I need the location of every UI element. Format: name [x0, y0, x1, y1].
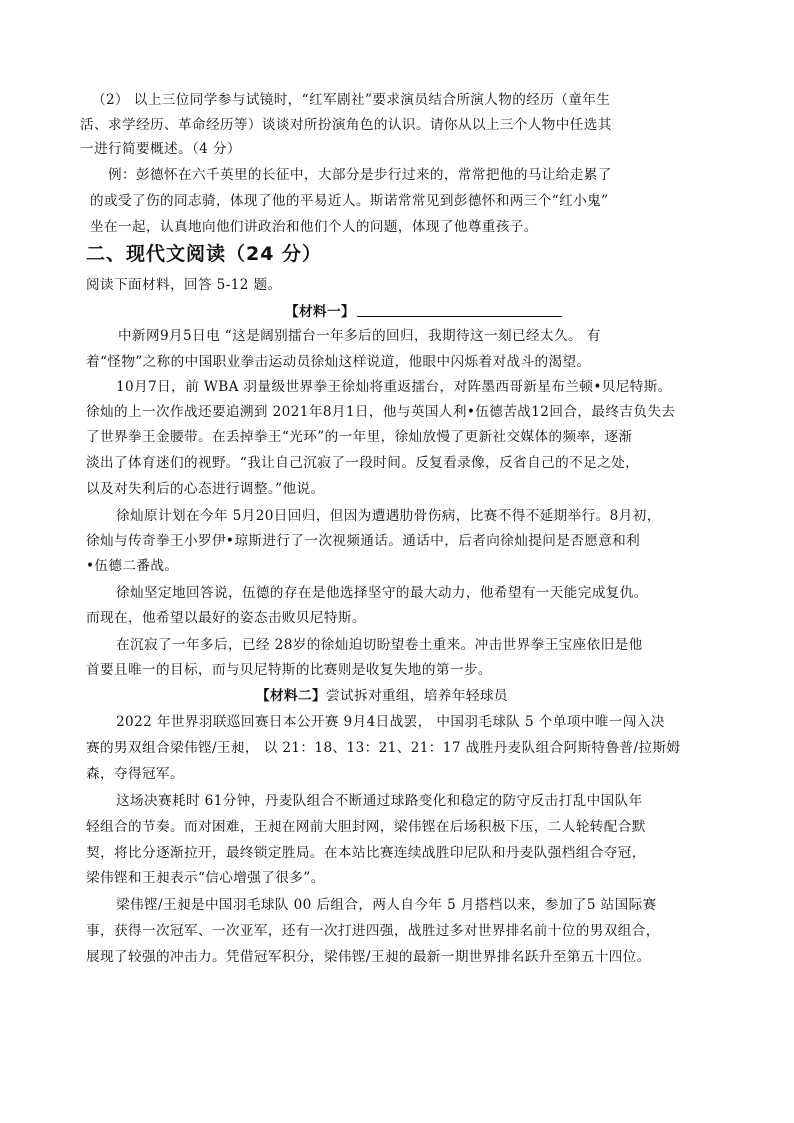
- question2-line-3: 一进行简要概述。（4 分）: [80, 141, 241, 157]
- material1-line-1: 中新网9月5日电 “这是阔别擂台一年多后的回归，我期待这一刻已经太久。 有: [118, 328, 601, 344]
- material2-line-5: 轻组合的节奏。而对困难，王昶在网前大胆封网，梁伟铿在后场积极下压，二人轮转配合默: [86, 819, 646, 835]
- material2-line-2: 赛的男双组合梁伟铿/王昶， 以 21：18、13：21、21：17 战胜丹麦队组合阿斯特鲁普/拉斯姆: [86, 740, 681, 756]
- material1-line-14: 首要且唯一的目标，而与贝尼特斯的比赛则是收复失地的第一步。: [86, 662, 492, 678]
- section-title: 二、现代文阅读（24 分）: [86, 243, 323, 265]
- material1-line-13: 在沉寂了一年多后，已经 28岁的徐灿迫切盼望卷土重来。冲击世界拳王宝座依旧是他: [116, 637, 643, 653]
- material1-line-8: 徐灿原计划在今年 5月20日回归，但因为遭遇肋骨伤病，比赛不得不延期举行。8月初，: [116, 508, 661, 524]
- material2-line-3: 森，夺得冠军。: [86, 766, 184, 782]
- material1-heading: [285, 302, 562, 321]
- material2-line-6: 契，将比分逐渐拉开，最终锁定胜局。在本站比赛连续战胜印尼队和丹麦队强档组合夺冠，: [86, 845, 646, 861]
- material1-line-4: 徐灿的上一次作战还要追溯到 2021年8月1日，他与英国人利•伍德苦战12回合，最终吉负失去: [86, 404, 676, 420]
- material1-line-11: 徐灿坚定地回答说，伍德的存在是他选择坚守的最大动力，他希望有一天能完成复仇。: [116, 585, 648, 601]
- material2-line-4: 这场决赛耗时 61分钟，丹麦队组合不断通过球路变化和稳定的防守反击打乱中国队年: [116, 793, 643, 809]
- example-line-3: 坐在一起，认真地向他们讲政治和他们个人的问题，体现了他尊重孩子。: [90, 219, 538, 235]
- material2-heading: [256, 687, 508, 705]
- material1-line-12: 而现在，他希望以最好的姿态击败贝尼特斯。: [86, 610, 366, 626]
- material2-label: 【材料二】: [256, 688, 326, 704]
- material2-line-7: 梁伟铿和王昶表示“信心增强了很多”。: [86, 870, 325, 886]
- example-line-1: 例：彭德怀在六千英里的长征中，大部分是步行过来的，常常把他的马让给走累了: [108, 167, 612, 183]
- material1-line-3: 10月7日，前 WBA 羽量级世界拳王徐灿将重返擂台，对阵墨西哥新星布兰顿•贝尼特斯。: [116, 379, 672, 395]
- material1-line-6: 淡出了体育迷们的视野。“我让自己沉寂了一段时间。反复看录像，反省自己的不足之处，: [86, 455, 640, 471]
- material1-line-5: 了世界拳王金腰带。在丢掉拳王“光环”的一年里，徐灿放慢了更新社交媒体的频率，逐渐: [86, 429, 633, 445]
- material1-line-10: •伍德二番战。: [86, 558, 179, 574]
- material2-line-1: 2022 年世界羽联巡回赛日本公开赛 9月4日战罢， 中国羽毛球队 5 个单项中唯一闯入决: [116, 714, 665, 730]
- material1-label: 【材料一】: [285, 304, 355, 320]
- material2-line-8: 梁伟铿/王昶是中国羽毛球队 00 后组合，两人自今年 5 月搭档以来，参加了5 站国际赛: [116, 897, 657, 913]
- material1-line-7: 以及对失利后的心态进行调整。”他说。: [86, 481, 325, 497]
- title-blank: [357, 302, 562, 317]
- material1-line-2: 着“怪物”之称的中国职业拳击运动员徐灿这样说道，他眼中闪烁着对战斗的渴望。: [86, 354, 591, 370]
- material1-line-9: 徐灿与传奇拳王小罗伊•琼斯进行了一次视频通话。通话中，后者向徐灿提问是否愿意和利: [86, 533, 641, 549]
- question2-line-1: （2） 以上三位同学参与试镜时，“红军剧社”要求演员结合所演人物的经历（童年生: [92, 92, 611, 108]
- material2-line-10: 展现了较强的冲击力。凭借冠军积分，梁伟铿/王昶的最新一期世界排名跃升至第五十四位。: [86, 949, 651, 965]
- question2-line-2: 活、求学经历、革命经历等）谈谈对所扮演角色的认识。请你从以上三个人物中任选其: [80, 117, 612, 133]
- material2-line-9: 事，获得一次冠军、一次亚军，还有一次打进四强，战胜过多对世界排名前十位的男双组合，: [86, 923, 660, 939]
- example-line-2: 的或受了伤的同志骑，体现了他的平易近人。斯诺常常见到彭德怀和两三个“红小鬼”: [90, 193, 609, 209]
- material2-title: 尝试拆对重组，培养年轻球员: [325, 688, 508, 704]
- section-instruction: 阅读下面材料，回答 5-12 题。: [86, 277, 282, 293]
